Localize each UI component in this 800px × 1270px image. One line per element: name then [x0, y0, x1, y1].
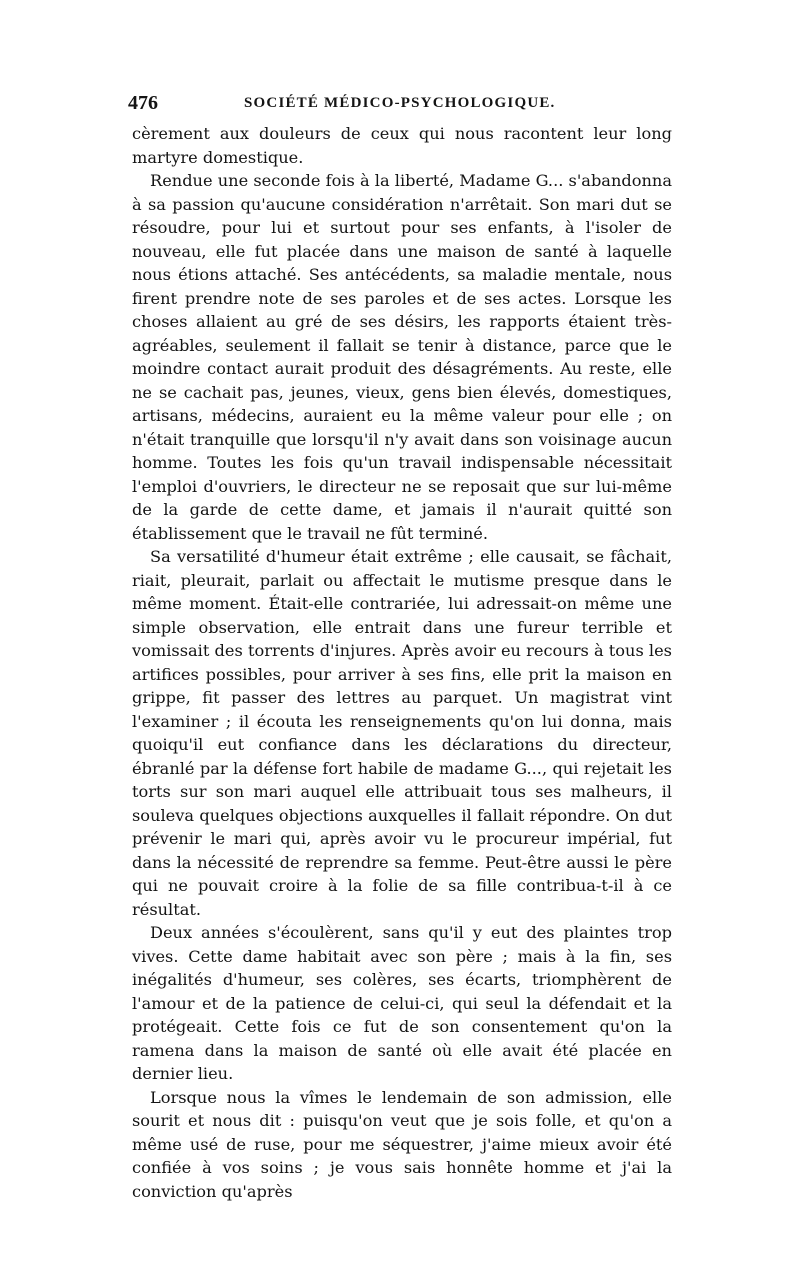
paragraph: Lorsque nous la vîmes le lendemain de son admission, elle sourit et nous dit : puisqu'on veut que je sois folle, et qu'on a même usé de ruse, pour me séquestrer, j'aime mieux avoir été confiée à vos soins ; je vous sais honnête homme et j'ai la conviction qu'après — [132, 1087, 672, 1201]
paragraph: Sa versatilité d'humeur était extrême ; elle causait, se fâchait, riait, pleurait, parlait ou affectait le mutisme presque dans le même moment. Était-elle contrariée, lui adressait-on même une simple observation, elle entrait dans une fureur terrible et vomissait des torrents d'injures. Après avoir eu recours à tous les artifices possibles, pour arriver à ses fins, elle prit la maison en grippe, fit passer des lettres au parquet. Un magistrat vint l'examiner ; il écouta les renseignements qu'on lui donna, mais quoiqu'il eut confiance dans les déclarations du directeur, ébranlé par la défense fort habile de madame G..., qui rejetait les torts sur son mari auquel elle attribuait tous ses malheurs, il souleva quelques objections auxquelles il fallait répondre. On dut prévenir le mari qui, après avoir vu le procureur impérial, fut dans la nécessité de reprendre sa femme. Peut-être aussi le père qui ne pouvait croire à la folie de sa fille contribua-t-il à ce résultat. — [132, 547, 672, 919]
body-text — [132, 122, 672, 1203]
page-number: 476 — [128, 92, 158, 114]
running-title: SOCIÉTÉ MÉDICO-PSYCHOLOGIQUE. — [244, 95, 556, 111]
paragraph: Rendue une seconde fois à la liberté, Madame G... s'abandonna à sa passion qu'aucune considération n'arrêtait. Son mari dut se résoudre, pour lui et surtout pour ses enfants, à l'isoler de nouveau, elle fut placée dans une maison de santé à laquelle nous étions attaché. Ses antécédents, sa maladie mentale, nous firent prendre note de ses paroles et de ses actes. Lorsque les choses allaient au gré de ses désirs, les rapports étaient très-agréables, seulement il fallait se tenir à distance, parce que le moindre contact aurait produit des désagréments. Au reste, elle ne se cachait pas, jeunes, vieux, gens bien élevés, domestiques, artisans, médecins, auraient eu la même valeur pour elle ; on n'était tranquille que lorsqu'il n'y avait dans son voisinage aucun homme. Toutes les fois qu'un travail indispensable nécessitait l'emploi d'ouvriers, le directeur ne se reposait que sur lui-même de la garde de cette dame, et jamais il n'aurait quitté son établissement que le travail ne fût terminé. — [132, 171, 672, 543]
book-page — [128, 92, 672, 1203]
paragraph-continuation: cèrement aux douleurs de ceux qui nous racontent leur long martyre domestique. — [132, 124, 672, 167]
paragraph: Deux années s'écoulèrent, sans qu'il y eut des plaintes trop vives. Cette dame habitait avec son père ; mais à la fin, ses inégalités d'humeur, ses colères, ses écarts, triomphèrent de l'amour et de la patience de celui-ci, qui seul la défendait et la protégeait. Cette fois ce fut de son consentement qu'on la ramena dans la maison de santé où elle avait été placée en dernier lieu. — [132, 923, 672, 1083]
running-head — [128, 92, 672, 122]
